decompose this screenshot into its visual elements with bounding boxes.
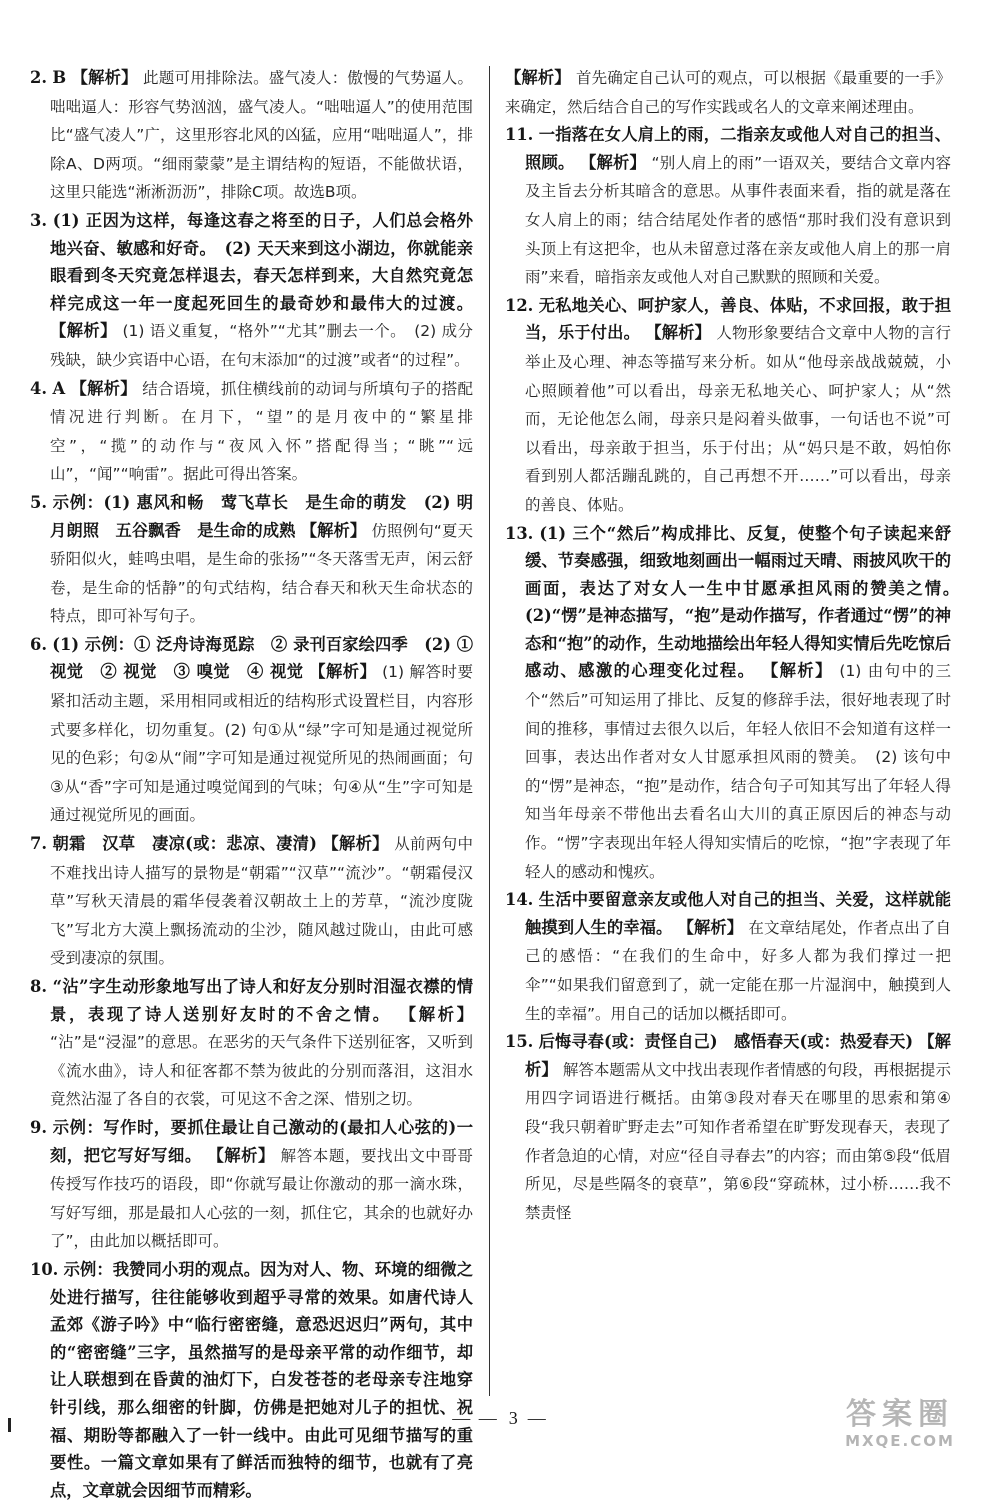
explanation-tag: 【 解析 】 bbox=[322, 834, 388, 853]
column-divider bbox=[489, 66, 490, 1396]
item-5: 5. 示例：(1) 惠风和畅 莺飞草长 是生命的萌发 (2) 明月朗照 五谷飘香 是生命的成熟 【 解析 】 仿照例句“夏天骄阳似火，蛙鸣虫唱，是生命的张扬”“冬天落雪无声，闲云舒卷，是生命的恬静”的句式结构，结合春天和秋天生命状态的特点，即可补写句子。 bbox=[30, 489, 473, 631]
explanation-tag: 【 解析 】 bbox=[400, 1005, 473, 1024]
explanation-tag: 【 解析 】 bbox=[72, 68, 138, 87]
item-3: 3. (1) 正因为这样，每逢这春之将至的日子，人们总会格外地兴奋、敏感和好奇。 (2) 天天来到这小湖边，你就能亲眼看到冬天究竟怎样退去，春天怎样到来，大自然究竟怎样完成这一年一度起死回生的最奇妙和最伟大的过渡。 【 解析 】 (1) 语义重复，“格外”“尤其”删去一个。 (2) 成分残缺，缺少宾语中心语，在句末添加“的过渡”或者“的过程”。 bbox=[30, 207, 473, 375]
explanation-tag: 【 解析 】 bbox=[71, 379, 137, 398]
explanation-tag: 【 解析 】 bbox=[762, 661, 833, 680]
item-6: 6. (1) 示例：① 泛舟诗海觅踪 ② 录刊百家绘四季 (2) ① 视觉 ② 视觉 ③ 嗅觉 ④ 视觉 【 解析 】 (1) 解答时要紧扣活动主题，采用相同或相近的结构形式设置栏目，内容形式要多样化，切勿重复。(2) 句①从“绿”字可知是通过视觉所见的色彩；句②从“闹”字可知是通过视觉所见的热闹画面；句③从“香”字可知是通过嗅觉闻到的气味；句④从“生”字可知是通过视觉所见的画面。 bbox=[30, 631, 473, 830]
item-9: 9. 示例：写作时，要抓住最让自己激动的(最扣人心弦的)一刻，把它写好写细。 【 解析 】 解答本题，要找出文中哥哥传授写作技巧的语段，即“你就写最让你激动的那一滴水珠，写好写细，那是最扣人心弦的一刻，抓住它，其余的也就好办了”，由此加以概括即可。 bbox=[30, 1114, 473, 1256]
item-2: 2. B 【 解析 】 此题可用排除法。盛气凌人：傲慢的气势逼人。咄咄逼人：形容气势汹汹，盛气凌人。“咄咄逼人”的使用范围比“盛气凌人”广，这里形容北风的凶猛，应用“咄咄逼人”，排除A、D两项。“细雨蒙蒙”是主谓结构的短语，不能做状语，这里只能选“淅淅沥沥”，排除C项。故选B项。 bbox=[30, 64, 473, 207]
explanation-tag: 【 解析 】 bbox=[207, 1146, 274, 1165]
item-10-explanation: 【 解析 】 首先确定自己认可的观点，可以根据《最重要的一手》来确定，然后结合自己的写作实践或名人的文章来阐述理由。 bbox=[505, 64, 951, 121]
item-8: 8. “沾”字生动形象地写出了诗人和好友分别时泪湿衣襟的情景，表现了诗人送别好友时的不舍之情。 【 解析 】 “沾”是“浸湿”的意思。在恶劣的天气条件下送别征客，又听到《流水曲》，诗人和征客都不禁为彼此的分别而落泪，这泪水竟然沾湿了各自的衣裳，可见这不舍之深、惜别之切。 bbox=[30, 973, 473, 1114]
watermark-logo: 答案圈 MXQE.COM bbox=[845, 1397, 955, 1450]
explanation-tag: 【 解析 】 bbox=[525, 1032, 951, 1079]
explanation-tag: 【 解析 】 bbox=[645, 323, 711, 342]
corner-mark bbox=[8, 1418, 11, 1432]
explanation-tag: 【 解析 】 bbox=[678, 918, 744, 937]
left-column bbox=[30, 64, 473, 1504]
explanation-tag: 【 解析 】 bbox=[580, 153, 646, 172]
item-4: 4. A 【 解析 】 结合语境，抓住横线前的动词与所填句子的搭配情况进行判断。在月下，“望”的是月夜中的“繁星排空”，“揽”的动作与“夜风入怀”搭配得当；“眺”“远山”，“闻”“响雷”。据此可得出答案。 bbox=[30, 375, 473, 489]
explanation-tag: 【 解析 】 bbox=[50, 321, 117, 340]
item-10: 10. 示例：我赞同小玥的观点。因为对人、物、环境的细微之处进行描写，往往能够收到超乎寻常的效果。如唐代诗人孟郊《游子吟》中“临行密密缝，意恐迟迟归”两句，其中的“密密缝”三字，虽然描写的是母亲平常的动作细节，却让人联想到在昏黄的油灯下，白发苍苍的老母亲专注地穿针引线，那么细密的针脚，仿佛是把她对儿子的担忧、祝福、期盼等都融入了一针一线中。由此可见细节描写的重要性。一篇文章如果有了鲜活而独特的细节，也就有了亮点，文章就会因细节而精彩。 bbox=[30, 1259, 473, 1500]
item-7: 7. 朝霜 汉草 凄凉(或：悲凉、凄清) 【 解析 】 从前两句中不难找出诗人描写的景物是“朝霜”“汉草”“流沙”。“朝霜侵汉草”写秋天清晨的霜华侵袭着汉朝故土上的芳草，“流沙度陇飞”写北方大漠上飘扬流动的尘沙，随风越过陇山，由此可感受到凄凉的氛围。 bbox=[30, 830, 473, 973]
right-column bbox=[505, 64, 968, 1227]
item-11: 11. 一指落在女人肩上的雨，二指亲友或他人对自己的担当、照顾。 【 解析 】 “别人肩上的雨”一语双关，要结合文章内容及主旨去分析其暗含的意思。从事件表面来看，指的就是落在女人肩上的雨；结合结尾处作者的感悟“那时我们没有意识到头顶上有这把伞，也从未留意过落在亲友或他人肩上的那一肩雨”来看，暗指亲友或他人对自己默默的照顾和关爱。 bbox=[505, 121, 951, 292]
explanation-tag: 【 解析 】 bbox=[505, 68, 571, 87]
item-12: 12. 无私地关心、呵护家人，善良、体贴，不求回报，敢于担当，乐于付出。 【 解析 】 人物形象要结合文章中人物的言行举止及心理、神态等描写来分析。如从“他母亲战战兢兢，小心照顾着他”可以看出，母亲无私地关心、呵护家人；从“然而，无论他怎么闹，母亲只是闷着头做事，一句话也不说”可以看出，母亲敢于担当，乐于付出；从“妈只是不敢，妈怕你看到别人都活蹦乱跳的，自己再想不开……”可以看出，母亲的善良、体贴。 bbox=[505, 292, 951, 520]
item-15: 15. 后悔寻春(或：责怪自己) 感悟春天(或：热爱春天) 【 解析 】 解答本题需从文中找出表现作者情感的句段，再根据提示用四字词语进行概括。由第③段对春天在哪里的思索和第④段“我只朝着旷野走去”可知作者希望在旷野发现春天，表现了作者急迫的心情，对应“径自寻春去”的内容；而由第⑤段“低眉所见，尽是些隔冬的衰草”，第⑥段“穿疏林，过小桥……我不禁责怪 bbox=[505, 1028, 951, 1227]
page-number: — — 3 — bbox=[452, 1408, 548, 1428]
explanation-tag: 【 解析 】 bbox=[309, 662, 376, 681]
item-13: 13. (1) 三个“然后”构成排比、反复，使整个句子读起来舒缓、节奏感强，细致地刻画出一幅雨过天晴、雨披风吹干的画面，表达了对女人一生中甘愿承担风雨的赞美之情。 (2)“愣”是神态描写，“抱”是动作描写，作者通过“愣”的神态和“抱”的动作，生动地描绘出年轻人得知实情后先吃惊后感动、感激的心理变化过程。 【 解析 】 (1) 由句中的三个“然后”可知运用了排比、反复的修辞手法，很好地表现了时间的推移，事情过去很久以后，年轻人依旧不会知道有这样一回事，表达出作者对女人甘愿承担风雨的赞美。 (2) 该句中的“愣”是神态，“抱”是动作，结合句子可知其写出了年轻人得知当年母亲不带他出去看名山大川的真正原因后的神态与动作。“愣”字表现出年轻人得知实情后的吃惊，“抱”字表现了年轻人的感动和愧疚。 bbox=[505, 520, 951, 887]
item-14: 14. 生活中要留意亲友或他人对自己的担当、关爱，这样就能触摸到人生的幸福。 【 解析 】 在文章结尾处，作者点出了自己的感悟：“在我们的生命中，好多人都为我们撑过一把伞”“如果我们留意到了，就一定能在那一片湿润中，触摸到人生的幸福”。用自己的话加以概括即可。 bbox=[505, 886, 951, 1028]
explanation-tag: 【 解析 】 bbox=[301, 521, 366, 540]
